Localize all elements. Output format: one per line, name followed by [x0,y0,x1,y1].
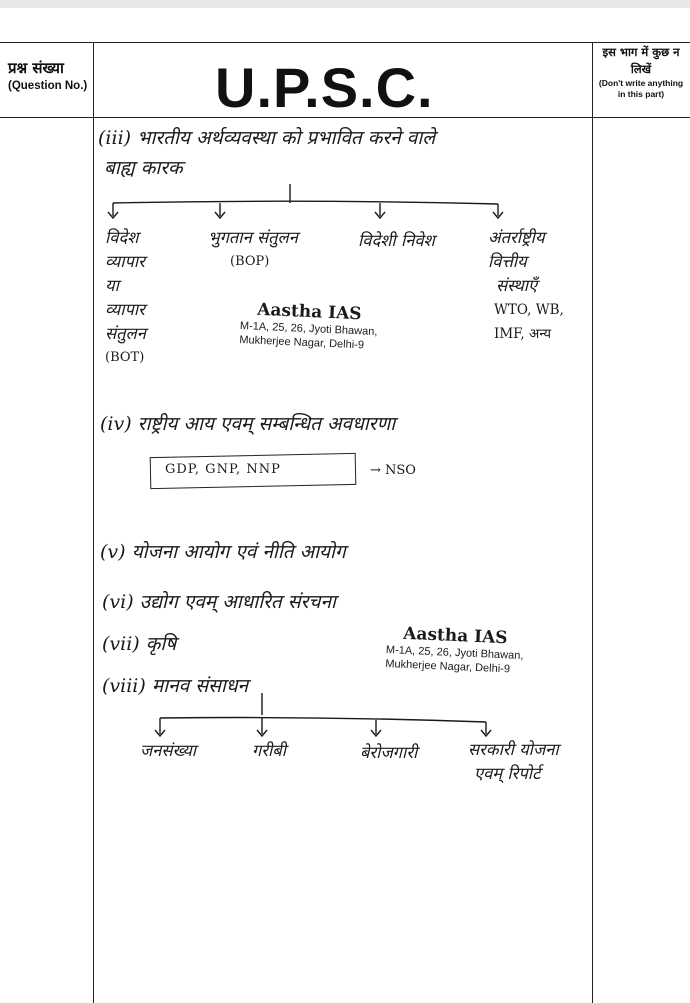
question-number-english: (Question No.) [8,80,88,92]
institute-stamp [239,299,379,353]
branch-text: IMF, अन्य [494,326,552,342]
tree-branch-line-2 [160,718,486,723]
branch-population: जनसंख्या [140,741,197,760]
branch-text: (BOP) [230,254,270,269]
section-iii-heading: (iii) भारतीय अर्थव्यवस्था को प्रभावित करने वाले [98,127,436,149]
branch-international-institutions [488,226,564,346]
branch-text: वित्तीय [488,252,527,271]
branch-text: विदेश [105,228,139,247]
section-vii-heading: (vii) कृषि [102,633,177,655]
branch-foreign-trade [105,226,146,370]
stamp-name: Aastha IAS [402,623,508,649]
branch-text: संस्थाएँ [496,276,538,295]
branch-text: व्यापार [105,300,145,319]
section-vi-heading: (vi) उद्योग एवम् आधारित संरचना [102,591,336,613]
section-iii-heading-line2: बाह्य कारक [104,157,183,179]
tree-branch-line [113,201,498,204]
boxed-terms-text: GDP, GNP, NNP [165,462,281,477]
stamp-address: Mukherjee Nagar, Delhi-9 [239,333,365,352]
branch-text: व्यापार [105,252,145,271]
branch-foreign-investment: विदेशी निवेश [358,231,435,250]
nso-arrow-text: → NSO [370,463,416,478]
branch-poverty: गरीबी [252,741,287,760]
stamp-address: Mukherjee Nagar, Delhi-9 [385,657,511,676]
margin-note-hindi: इस भाग में कुछ न लिखें [602,45,680,76]
branch-text: अंतर्राष्ट्रीय [488,228,545,247]
stamp-address: M-1A, 25, 26, Jyoti Bhawan, [385,644,524,662]
branch-text: WTO, WB, [494,302,564,318]
stamp-name: Aastha IAS [256,299,362,325]
branch-text: (BOT) [105,350,145,365]
page-title: U.P.S.C. [215,56,434,119]
branch-text: भुगतान संतुलन [208,228,298,247]
branch-govt-schemes [468,738,559,786]
branch-text: संतुलन [105,324,146,343]
branch-unemployment: बेरोजगारी [360,743,418,762]
stamp-address: M-1A, 25, 26, Jyoti Bhawan, [239,320,378,338]
section-iv-heading: (iv) राष्ट्रीय आय एवम् सम्बन्धित अवधारणा [100,413,396,435]
section-v-heading: (v) योजना आयोग एवं नीति आयोग [100,541,346,563]
branch-balance-of-payments [208,226,298,274]
branch-text: एवम् रिपोर्ट [474,764,541,783]
institute-stamp-2 [385,623,525,677]
branch-text: सरकारी योजना [468,740,559,759]
section-viii-heading: (viii) मानव संसाधन [102,675,249,697]
margin-note-english: (Don't write anything in this part) [598,78,684,99]
question-number-hindi: प्रश्न संख्या [8,59,64,77]
branch-text: या [105,276,119,295]
